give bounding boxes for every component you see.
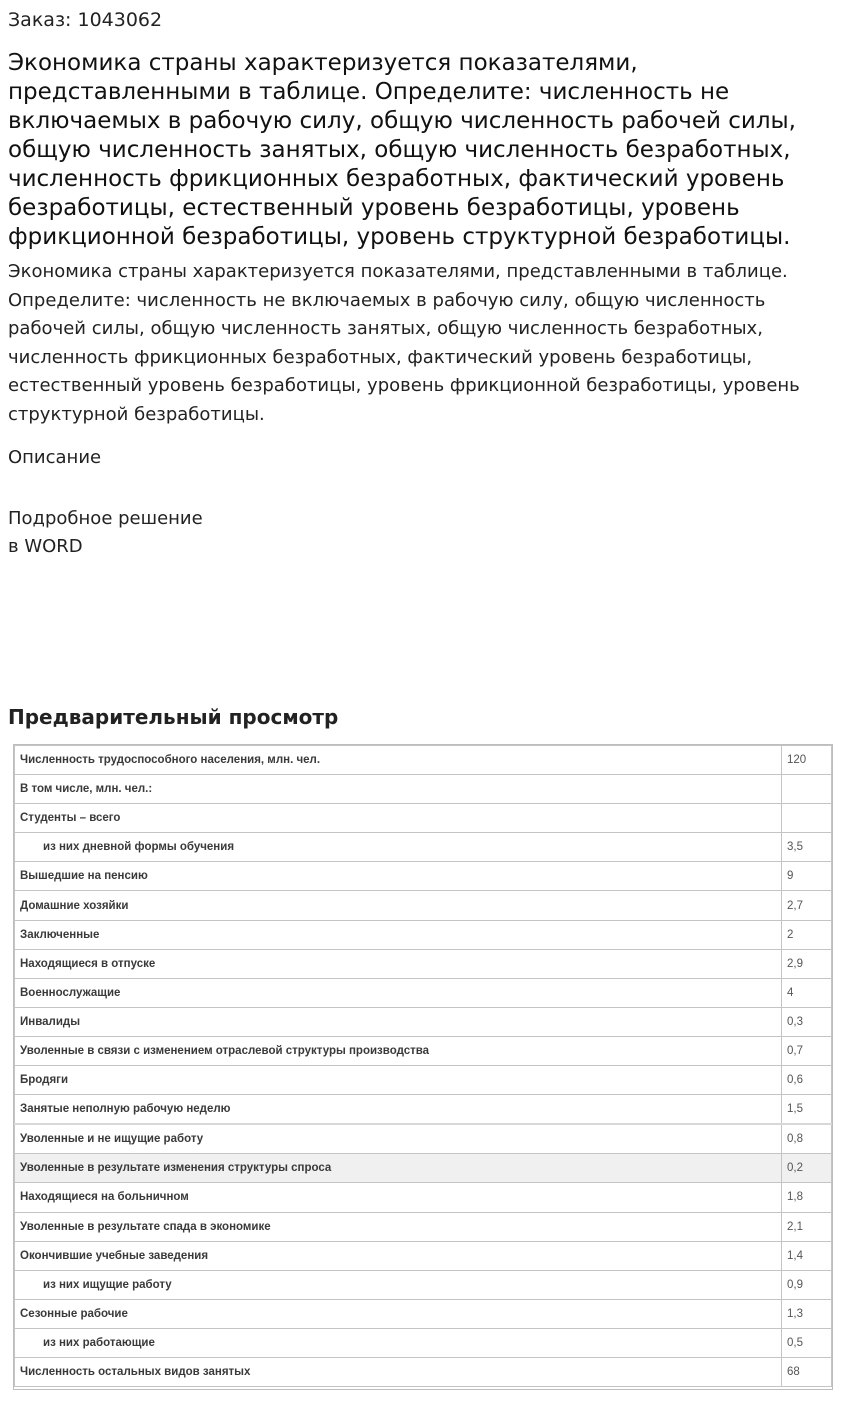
table-row: [15, 1154, 832, 1183]
table-row: [15, 891, 832, 920]
row-value: 2,9: [782, 949, 832, 978]
row-label: Занятые неполную рабочую неделю: [15, 1095, 782, 1125]
row-label: Уволенные в связи с изменением отраслевой структуры производства: [15, 1036, 782, 1065]
row-label: Вышедшие на пенсию: [15, 862, 782, 891]
table-row: [15, 1124, 832, 1154]
solution-line-1: Подробное решение: [8, 508, 203, 529]
row-label: Заключенные: [15, 920, 782, 949]
preview-heading: Предварительный просмотр: [8, 705, 339, 729]
row-label: из них работающие: [15, 1328, 782, 1357]
row-value: 68: [782, 1357, 832, 1386]
table-row: [15, 775, 832, 804]
row-value: 1,8: [782, 1183, 832, 1212]
row-value: 2: [782, 920, 832, 949]
row-value: 1,3: [782, 1299, 832, 1328]
table-row: [15, 1299, 832, 1328]
row-label: Численность остальных видов занятых: [15, 1357, 782, 1386]
solution-line-2: в WORD: [8, 536, 83, 557]
solution-info: [8, 505, 838, 561]
order-number: Заказ: 1043062: [8, 9, 163, 31]
table-row: [15, 920, 832, 949]
table-row: [15, 1066, 832, 1095]
row-label: Находящиеся на больничном: [15, 1183, 782, 1212]
table-row: [15, 1095, 832, 1125]
row-value: 4: [782, 978, 832, 1007]
task-title: Экономика страны характеризуется показателями, представленными в таблице. Определите: численность не включаемых в рабочую силу, общую численность рабочей силы, общую численность занятых, общую численность безработных, численность фрикционных безработных, фактический уровень безработицы, естественный уровень безработицы, уровень фрикционной безработицы, уровень структурной безработицы.: [8, 50, 796, 250]
row-value: 120: [782, 746, 832, 775]
description-label: Описание: [8, 447, 102, 468]
row-value: [782, 775, 832, 804]
page-content: [8, 0, 838, 561]
table-row: [15, 833, 832, 862]
row-label: Студенты – всего: [15, 804, 782, 833]
row-label: В том числе, млн. чел.:: [15, 775, 782, 804]
row-label: Бродяги: [15, 1066, 782, 1095]
row-label: Уволенные и не ищущие работу: [15, 1124, 782, 1154]
task-description: Экономика страны характеризуется показателями, представленными в таблице. Определите: численность не включаемых в рабочую силу, общую численность рабочей силы, общую численность занятых, общую численность безработных, численность фрикционных безработных, фактический уровень безработицы, естественный уровень безработицы, уровень фрикционной безработицы, уровень структурной безработицы.: [8, 261, 800, 425]
table-row: [15, 746, 832, 775]
preview-image: [13, 744, 833, 1390]
row-value: 9: [782, 862, 832, 891]
row-value: 3,5: [782, 833, 832, 862]
row-value: 0,9: [782, 1270, 832, 1299]
table-row: [15, 862, 832, 891]
row-label: из них дневной формы обучения: [15, 833, 782, 862]
row-value: [782, 804, 832, 833]
row-label: Находящиеся в отпуске: [15, 949, 782, 978]
row-label: Уволенные в результате спада в экономике: [15, 1212, 782, 1241]
row-label: Сезонные рабочие: [15, 1299, 782, 1328]
row-value: 1,5: [782, 1095, 832, 1125]
table-row: [15, 1241, 832, 1270]
row-label: Домашние хозяйки: [15, 891, 782, 920]
row-label: из них ищущие работу: [15, 1270, 782, 1299]
table-row: [15, 1270, 832, 1299]
table-row: [15, 1007, 832, 1036]
table-row: [15, 978, 832, 1007]
row-label: Уволенные в результате изменения структуры спроса: [15, 1154, 782, 1183]
table-row: [15, 1328, 832, 1357]
row-value: 0,2: [782, 1154, 832, 1183]
row-label: Инвалиды: [15, 1007, 782, 1036]
row-value: 1,4: [782, 1241, 832, 1270]
row-value: 0,8: [782, 1124, 832, 1154]
row-value: 2,1: [782, 1212, 832, 1241]
table-row: [15, 1183, 832, 1212]
table-row: [15, 804, 832, 833]
row-label: Окончившие учебные заведения: [15, 1241, 782, 1270]
row-value: 0,7: [782, 1036, 832, 1065]
row-value: 0,5: [782, 1328, 832, 1357]
table-row: [15, 1036, 832, 1065]
row-value: 0,3: [782, 1007, 832, 1036]
table-row: [15, 949, 832, 978]
table-row: [15, 1212, 832, 1241]
table-row: [15, 1357, 832, 1386]
row-label: Численность трудоспособного населения, млн. чел.: [15, 746, 782, 775]
row-value: 2,7: [782, 891, 832, 920]
row-value: 0,6: [782, 1066, 832, 1095]
row-label: Военнослужащие: [15, 978, 782, 1007]
indicators-table: [14, 745, 832, 1387]
